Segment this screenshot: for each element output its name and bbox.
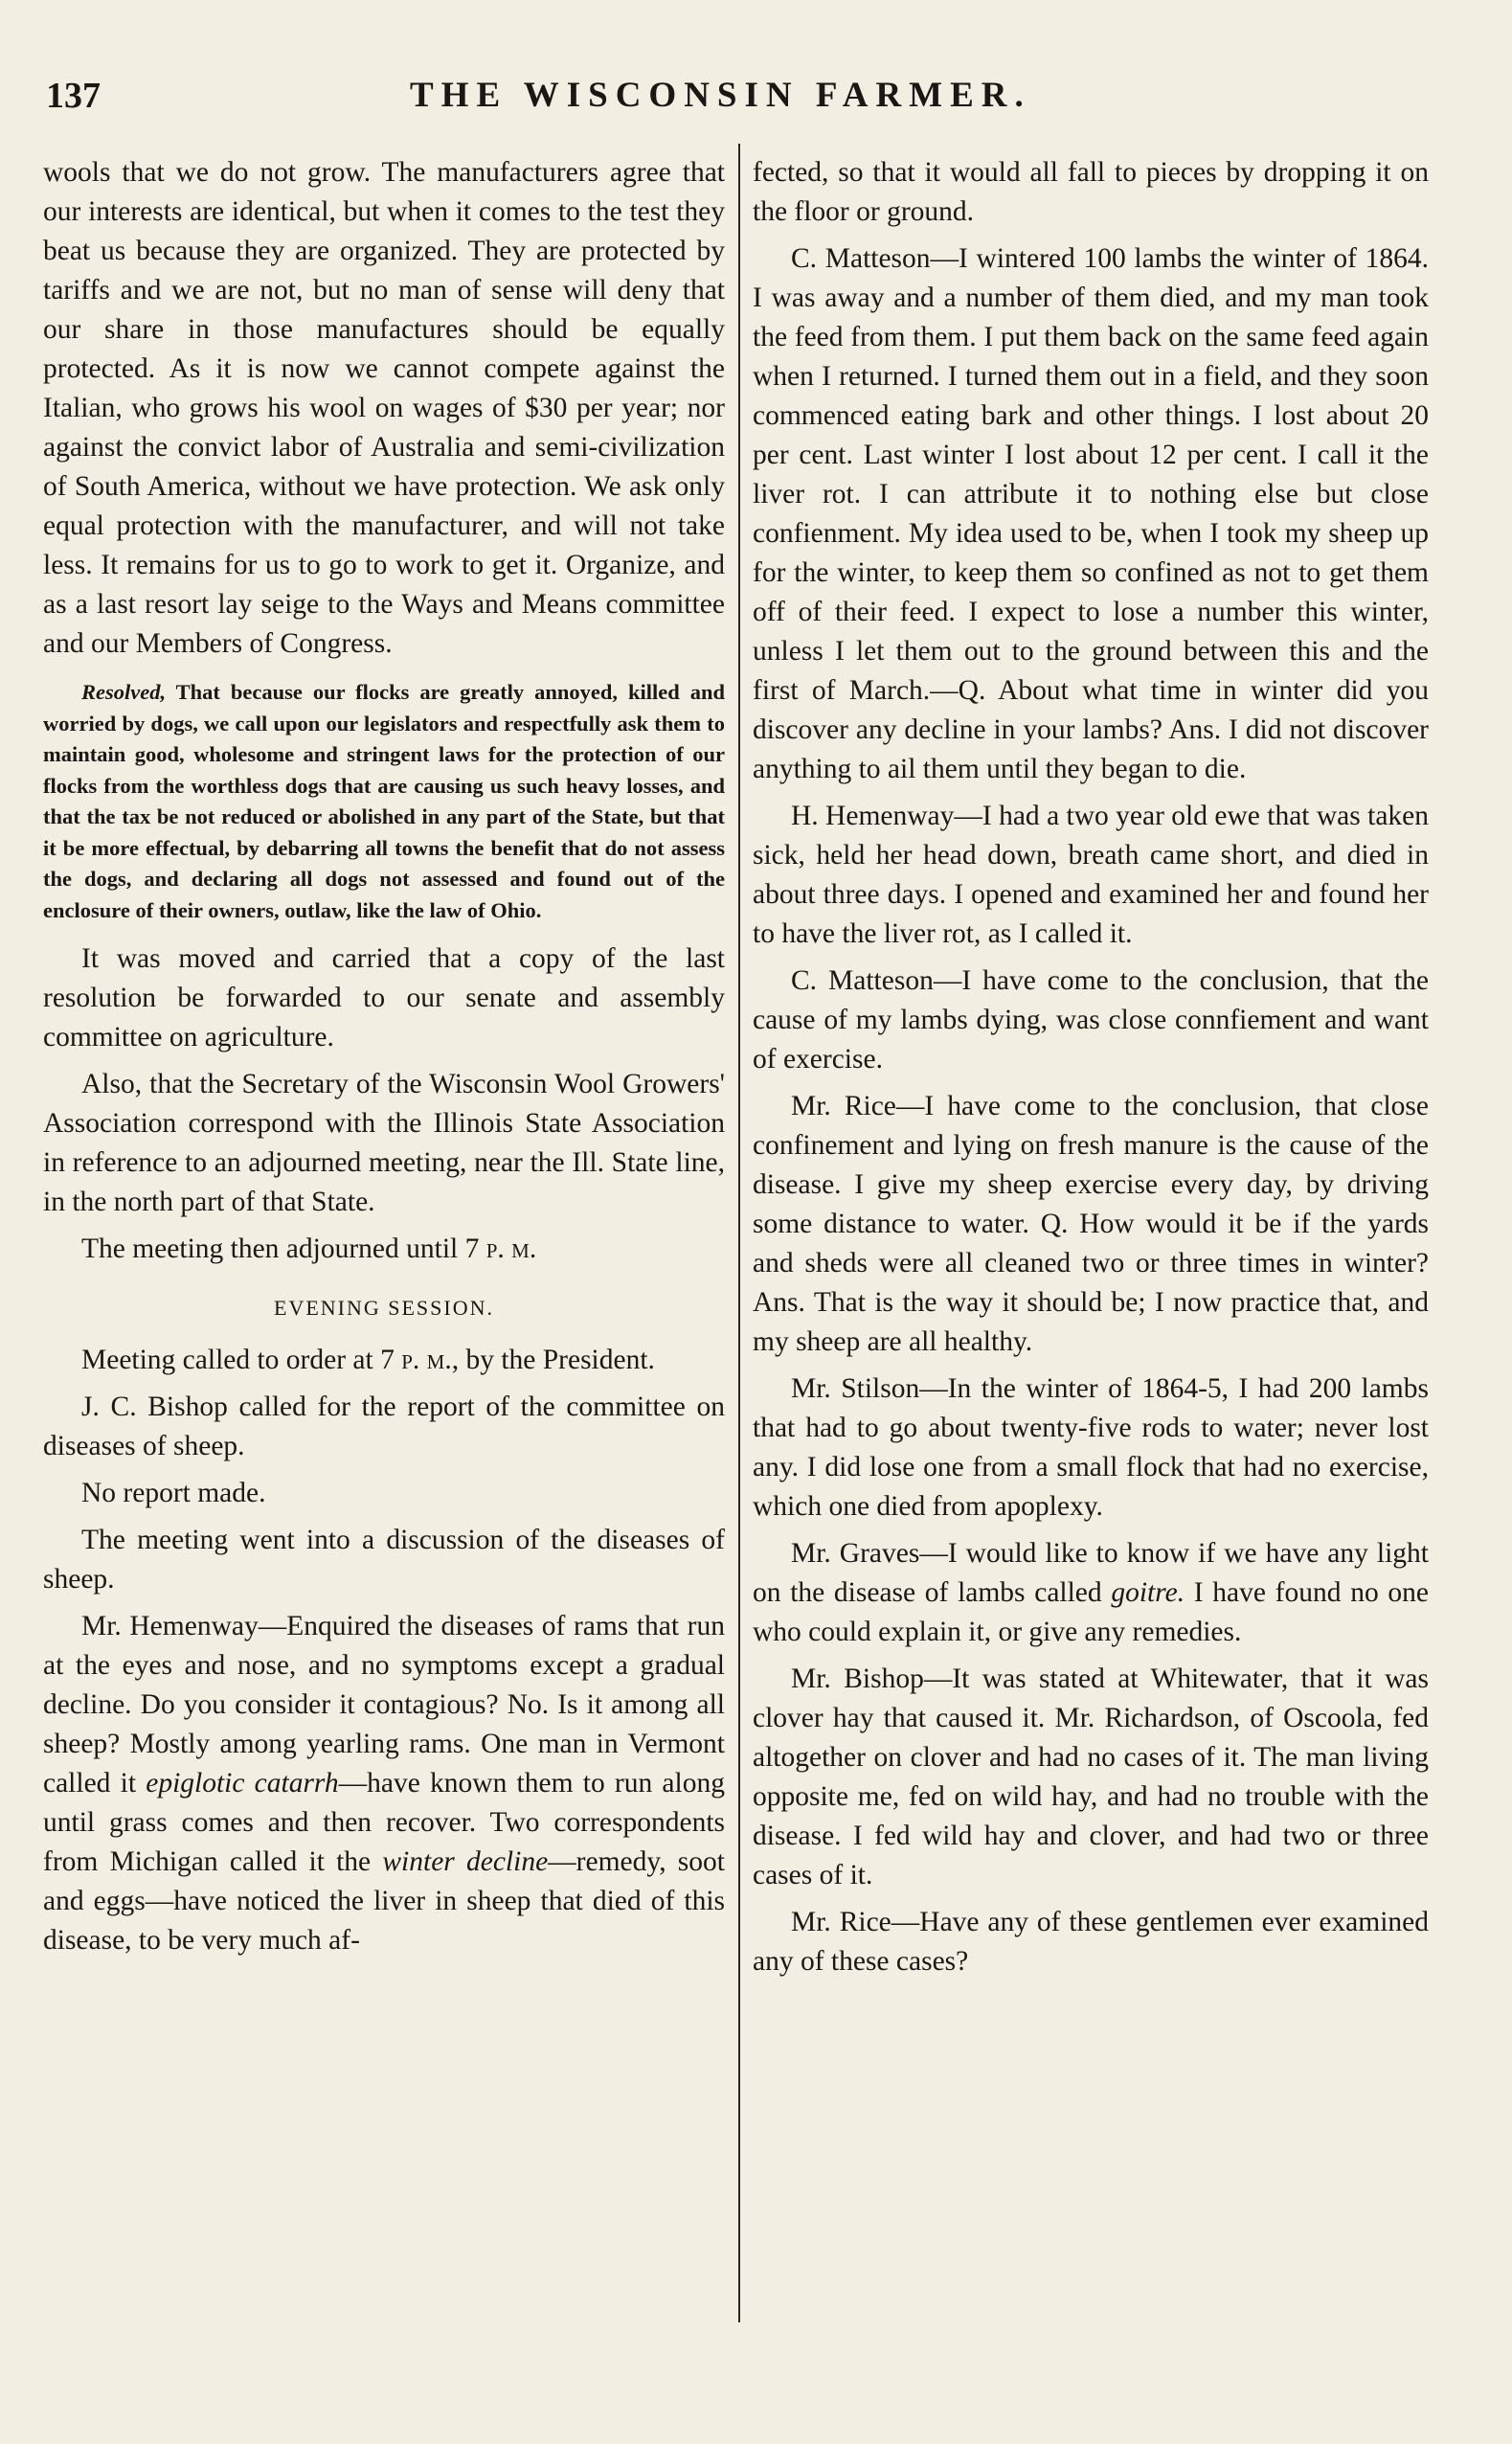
paragraph: Mr. Rice—I have come to the conclusion, that close confinement and lying on fresh manure is the cause of the disease. I give my sheep exercise every day, by driving some distance to water. Q. How would it be if the yards and sheds were all cleaned two or three times in winter? Ans. That is the way it should be; I now practice that, and my sheep are all healthy. bbox=[753, 1091, 1429, 1357]
paragraph: Mr. Bishop—It was stated at Whitewater, that it was clover hay that caused it. Mr. Richardson, of Oscoola, fed altogether on clover and had no cases of it. The man living opposite me, fed on wild hay, and had no trouble with the disease. I fed wild hay and clover, and had two or three cases of it. bbox=[753, 1663, 1429, 1890]
paragraph: H. Hemenway—I had a two year old ewe that was taken sick, held her head down, breath came short, and died in about three days. I opened and examined her and found her to have the liver rot, as I called it. bbox=[753, 801, 1429, 949]
paragraph: J. C. Bishop called for the report of the committee on diseases of sheep. bbox=[43, 1392, 725, 1461]
call-to-order-time: p. m. bbox=[401, 1345, 452, 1375]
adjourn-time: p. m. bbox=[485, 1233, 537, 1264]
paragraph bbox=[43, 1607, 725, 1960]
column-divider bbox=[738, 144, 740, 2322]
paragraph: C. Matteson—I have come to the conclusion, that the cause of my lambs dying, was close connfiement and want of exercise. bbox=[753, 965, 1429, 1075]
hemenway-text-c: —remedy, soot and eggs—have noticed the liver in sheep that died of this disease, to be very much af- bbox=[43, 1846, 725, 1956]
graves-text-b: I have found no one who could explain it, or give any remedies. bbox=[753, 1577, 1429, 1647]
paragraph: C. Matteson—I wintered 100 lambs the winter of 1864. I was away and a number of them died, and my man took the feed from them. I put them back on the same feed again when I returned. I turned them out in a field, and they soon commenced eating bark and other things. I lost about 20 per cent. Last winter I lost about 12 per cent. I call it the liver rot. I can attribute it to nothing else but close confienment. My idea used to be, when I took my sheep up for the winter, to keep them so confined as not to get them off of their feed. I expect to lose a number this winter, unless I let them out to the ground between this and the first of March.—Q. About what time in winter did you discover any decline in your lambs? Ans. I did not discover anything to ail them until they began to die. bbox=[753, 243, 1429, 784]
graves-italic: goitre. bbox=[1111, 1577, 1185, 1608]
graves-text-a: Mr. Graves—I would like to know if we have any light on the disease of lambs called bbox=[753, 1538, 1429, 1608]
paragraph bbox=[753, 1534, 1429, 1652]
paragraph bbox=[43, 1230, 725, 1269]
paragraph: Mr. Rice—Have any of these gentlemen ever examined any of these cases? bbox=[753, 1907, 1429, 1977]
paragraph: No report made. bbox=[81, 1478, 266, 1508]
resolution-text: That because our flocks are greatly annoyed, killed and worried by dogs, we call upon our legislators and respectfully ask them to maintain good, wholesome and stringent laws for the protection of our flocks from the worthless dogs that are causing us such heavy losses, and that the tax be not reduced or abolished in any part of the State, but that it be more effectual, by debarring all towns the benefit that do not assess the dogs, and declaring all dogs not assessed and found out of the enclosure of their owners, outlaw, like the law of Ohio. bbox=[43, 680, 725, 922]
paragraph: Also, that the Secretary of the Wisconsin Wool Growers' Association correspond with the Illinois State Association in reference to an adjourned meeting, near the Ill. State line, in the north part of that State. bbox=[43, 1069, 725, 1217]
adjourn-text: The meeting then adjourned until 7 bbox=[81, 1233, 486, 1264]
hemenway-italic-1: epiglotic catarrh bbox=[146, 1768, 339, 1799]
paragraph: wools that we do not grow. The manufacturers agree that our interests are identical, but when it comes to the test they beat us because they are organized. They are protected by tariffs and we are not, but no man of sense will deny that our share in those manufactures should be equally protected. As it is now we cannot compete against the Italian, who grows his wool on wages of $30 per year; nor against the convict labor of Australia and semi-civilization of South America, without we have protection. We ask only equal protection with the manufacturer, and will not take less. It remains for us to go to work to get it. Organize, and as a last resort lay seige to the Ways and Means committee and our Members of Congress. bbox=[43, 157, 725, 659]
left-column bbox=[43, 153, 725, 1968]
call-to-order-end: , by the President. bbox=[451, 1345, 655, 1375]
hemenway-italic-2: winter decline bbox=[382, 1846, 549, 1877]
call-to-order-text: Meeting called to order at 7 bbox=[81, 1345, 402, 1375]
section-title: EVENING SESSION. bbox=[274, 1296, 494, 1320]
journal-title: THE WISCONSIN FARMER. bbox=[410, 76, 1031, 115]
page-header bbox=[46, 75, 1425, 142]
resolution-paragraph bbox=[43, 677, 725, 926]
paragraph: Mr. Stilson—In the winter of 1864-5, I had 200 lambs that had to go about twenty-five rods to water; never lost any. I did lose one from a small flock that had no exercise, which one died from apoplexy. bbox=[753, 1373, 1429, 1522]
hemenway-text-a: Mr. Hemenway—Enquired the diseases of rams that run at the eyes and nose, and no symptoms except a gradual decline. Do you consider it contagious? No. Is it among all sheep? Mostly among yearling rams. One man in Vermont called it bbox=[43, 1611, 725, 1799]
paragraph: It was moved and carried that a copy of the last resolution be forwarded to our senate and assembly committee on agriculture. bbox=[43, 943, 725, 1052]
paragraph: The meeting went into a discussion of the diseases of sheep. bbox=[43, 1525, 725, 1595]
paragraph bbox=[43, 1341, 725, 1380]
paragraph: fected, so that it would all fall to pieces by dropping it on the floor or ground. bbox=[753, 157, 1429, 227]
resolved-label: Resolved, bbox=[81, 680, 167, 704]
hemenway-text-b: —have known them to run along until grass comes and then recover. Two correspondents from Michigan called it the bbox=[43, 1768, 725, 1877]
page-number: 137 bbox=[46, 76, 101, 116]
right-column bbox=[753, 153, 1429, 1989]
